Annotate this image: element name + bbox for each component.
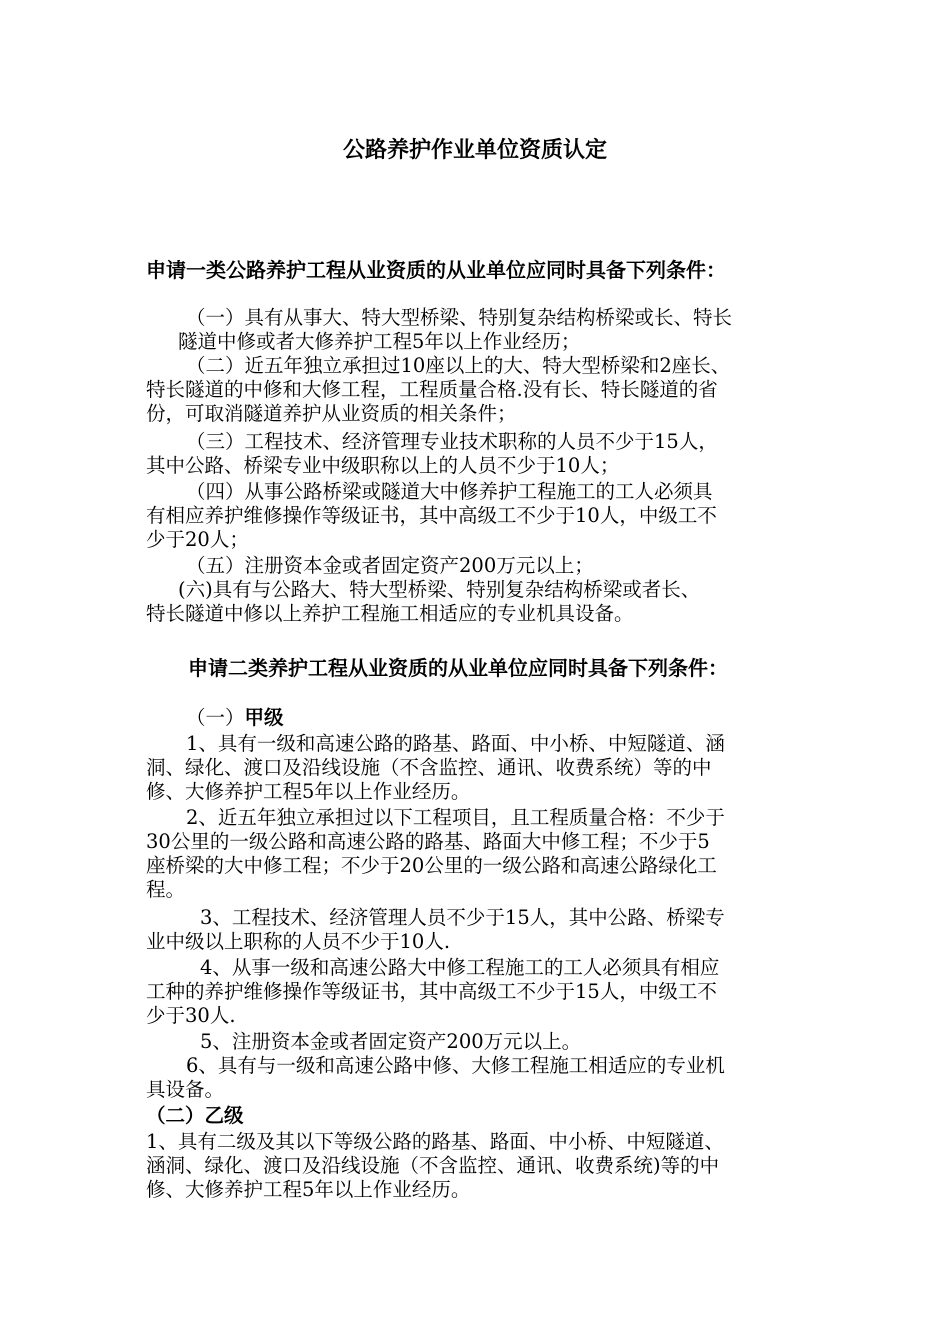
grade1-line: 少于30人.	[146, 1004, 236, 1027]
section1-line: 隧道中修或者大修养护工程5年以上作业经历；	[178, 330, 581, 353]
grade1-line: 座桥梁的大中修工程；不少于20公里的一级公路和高速公路绿化工	[146, 854, 717, 877]
grade2-line: 修、大修养护工程5年以上作业经历。	[146, 1178, 471, 1201]
section1-line: (六)具有与公路大、特大型桥梁、特别复杂结构桥梁或者长、	[178, 578, 701, 601]
section1-line: 特长隧道的中修和大修工程，工程质量合格.没有长、特长隧道的省	[146, 378, 718, 401]
grade2-heading: （二）乙级	[146, 1104, 244, 1127]
grade1-line: 具设备。	[146, 1078, 225, 1101]
grade1-prefix: （一）	[186, 706, 245, 729]
document-title: 公路养护作业单位资质认定	[342, 138, 607, 163]
grade1-line: 1、具有一级和高速公路的路基、路面、中小桥、中短隧道、涵	[186, 732, 725, 755]
grade1-line: 5、注册资本金或者固定资产200万元以上。	[200, 1030, 582, 1053]
section1-line: 份，可取消隧道养护从业资质的相关条件；	[146, 402, 517, 425]
grade1-line: 程。	[146, 878, 186, 901]
section1-line: （四）从事公路桥梁或隧道大中修养护工程施工的工人必须具	[186, 480, 713, 503]
section1-line: 特长隧道中修以上养护工程施工相适应的专业机具设备。	[146, 602, 634, 625]
grade1-line: 3、工程技术、经济管理人员不少于15人，其中公路、桥梁专	[200, 906, 725, 929]
grade2-line: 涵洞、绿化、渡口及沿线设施（不含监控、通讯、收费系统)等的中	[146, 1154, 720, 1177]
grade1-line: 修、大修养护工程5年以上作业经历。	[146, 780, 471, 803]
grade1-line: 4、从事一级和高速公路大中修工程施工的工人必须具有相应	[200, 956, 720, 979]
section1-line: （三）工程技术、经济管理专业技术职称的人员不少于15人，	[186, 430, 718, 453]
section2-heading: 申请二类养护工程从业资质的从业单位应同时具备下列条件：	[188, 656, 728, 680]
section1-line: （五）注册资本金或者固定资产200万元以上；	[186, 554, 594, 577]
grade1-line: 2、近五年独立承担过以下工程项目，且工程质量合格：不少于	[186, 806, 725, 829]
grade1-line: 洞、绿化、渡口及沿线设施（不含监控、通讯、收费系统）等的中	[146, 756, 712, 779]
grade1-line: 30公里的一级公路和高速公路的路基、路面大中修工程；不少于5	[146, 830, 710, 853]
section1-line: （二）近五年独立承担过10座以上的大、特大型桥梁和2座长、	[186, 354, 731, 377]
section1-heading: 申请一类公路养护工程从业资质的从业单位应同时具备下列条件：	[146, 258, 726, 282]
section1-line: 有相应养护维修操作等级证书，其中高级工不少于10人，中级工不	[146, 504, 717, 527]
section1-line: 少于20人；	[146, 528, 249, 551]
grade2-line: 1、具有二级及其以下等级公路的路基、路面、中小桥、中短隧道、	[146, 1130, 724, 1153]
grade1-label: 甲级	[244, 706, 284, 729]
grade1-line: 6、具有与一级和高速公路中修、大修工程施工相适应的专业机	[186, 1054, 725, 1077]
grade1-line: 业中级以上职称的人员不少于10人.	[146, 930, 451, 953]
section1-line: （一）具有从事大、特大型桥梁、特别复杂结构桥梁或长、特长	[186, 306, 733, 329]
grade1-line: 工种的养护维修操作等级证书，其中高级工不少于15人，中级工不	[146, 980, 717, 1003]
grade1-heading	[186, 706, 284, 730]
section1-line: 其中公路、桥梁专业中级职称以上的人员不少于10人；	[146, 454, 620, 477]
